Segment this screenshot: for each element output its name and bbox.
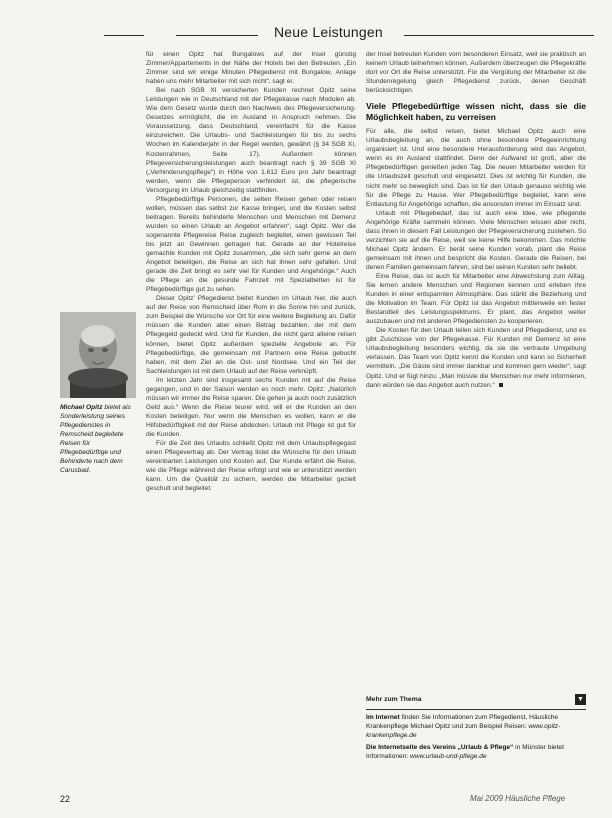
issue-label: Mai 2009 Häusliche Pflege — [470, 794, 566, 803]
photo-caption — [60, 403, 132, 475]
section-title: Neue Leistungen — [274, 24, 383, 40]
more-info-text-1 — [366, 713, 586, 740]
page-number: 22 — [60, 794, 71, 804]
article-column-middle — [146, 50, 356, 493]
paragraph — [366, 326, 586, 389]
running-header — [104, 24, 594, 44]
paragraph: für einen Opitz hat Bungalows auf der Insel günstig Zimmer/Appartements in der Nähe der Hotels bei den Betreuten. „Ein Zimmer sind wir einige Minuten Pflegedienst mit Bungalow, Anlage haben uns mehr Mitarbeiter mit sich nicht“, sagt er. — [146, 51, 356, 86]
more-info-heading-text: Mehr zum Thema — [366, 696, 422, 703]
more-info-text-2 — [366, 743, 586, 761]
header-rule-mid — [176, 35, 258, 36]
subheading: Viele Pflegebedürftige wissen nicht, dass sie die Möglichkeit haben, zu verreisen — [366, 101, 586, 123]
paragraph: Dieser Opitz' Pflegedienst bietet Kunden im Urlaub hier, die auch auf der Reise von Remscheid über Rom in die Sonne hin und zurück, zum Beispiel die Wünsche vor Ort für eine weitere Begleitung an. Dafür müssen die Kunden aber einen Betrag bezahlen, der mit dem Pflegegeld gedeckt wird. Und für Kunden, die nicht ganz alleine reisen können, bietet Opitz außerdem spezielle Angebote an. Für Pflegebedürftige, die gemeinsam mit Partnern eine Reise gebucht haben, mit dem Ziel an die Ost- und Nordsee. Und ein Teil der Sachleistungen ist mit dem Urlaub auf der Reise verknüpft. — [146, 295, 356, 375]
arrow-down-icon: ▼ — [575, 694, 586, 705]
more-info-box — [366, 696, 586, 761]
paragraph: Für alle, die selbst reisen, bietet Michael Opitz auch eine Urlaubsbegleitung an, die auch ohne besondere Pflegeeinrichtung organisiert ist. Und eine besondere Herausforderung wird das Angebot, wenn es im Ausland stattfindet. Denn der Aufwand ist groß, aber die Pflegebedürftigen genießen jeden Tag. Die neuen Mitarbeiter werden für die Urlaubszeit geschult und eingesetzt. Dies ist wichtig für Kunden, die nicht mehr so beweglich sind. Das ist für den Urlaub genauso wichtig wie für die Pflege zu Hause. Wer Pflegebedürftige begleitet, kann eine Entlastung für Angehörige schaffen, die ansonsten immer im Einsatz sind. — [366, 128, 586, 208]
paragraph: Im letzten Jahr sind insgesamt sechs Kunden mit auf die Reise gegangen, und in der Saison werden es noch mehr. Opitz: „Natürlich müssen wir immer die Reise sparen. Die gehen ja auch noch zusätzlich Geld aus.“ Wenn die Reise teurer wird, will er die Kunden an den Kosten beteiligen. Nur wenn die Menschen es wollen, kann er die Hilfsbedürftigkeit mit der Reise abdecken. Urlaub mit Pflege ist gut für die Kunden. — [146, 376, 356, 438]
end-of-article-mark — [499, 383, 503, 387]
paragraph-text: Die Kosten für den Urlaub teilen sich Kunden und Pflegedienst, und es gibt Zuschüsse von der Pflegekasse. Für Kunden mit Demenz ist eine Urlaubsbegleitung besonders wichtig, da sie die vertraute Umgebung verlassen. Das Team von Opitz kennt die Kunden und kann so Sicherheit vermitteln. „Die Gäste sind immer dankbar und kommen gern wieder“, sagt Opitz. Und er fügt hinzu: „Man müsste die Menschen nur mehr informieren, dann würden sie das Angebot auch nutzen.“ — [366, 327, 586, 389]
more-info-link-2[interactable]: www.urlaub-und-pflege.de — [410, 753, 487, 760]
article-column-right — [366, 50, 586, 390]
header-rule-right — [404, 35, 594, 36]
portrait-photo — [60, 312, 136, 398]
more-info-bold-1: Im Internet — [366, 714, 400, 721]
more-info-body-1: finden Sie Informationen zum Pflegedienst, Häusliche Krankenpflege Michael Opitz und zum Beispiel Reisen: — [366, 714, 559, 730]
paragraph: Urlaub mit Pflegebedarf, das ist auch eine Idee, wie pflegende Angehörige Kräfte sammeln können. Viele Menschen wissen aber nicht, dass ihnen in diesem Fall Leistungen der Pflegeversicherung zustehen. So verzichten sie auf die Reise, weil sie keine Hilfe bekommen. Das möchte Michael Opitz ändern. Er berät seine Kunden vorab, plant die Reise gemeinsam mit ihnen und bespricht die Kosten. Gerade die Reisen, bei denen Familien gemeinsam fahren, sind bei seinen Kunden sehr beliebt. — [366, 209, 586, 271]
more-info-body-2: in Münster bietet Informationen: — [366, 744, 564, 760]
paragraph: der Insel betreuten Kunden vom besonderen Einsatz, weil sie praktisch an keinem Urlaub teilnehmen können. Außerdem überzeugen die Pflegekräfte dort vor Ort die Reise unterstützt. Für die Vergütung der Mitarbeiter ist die Stundenregelung gleich Pflegedienst zurück, denen Geschäft berücksichtigen. — [366, 51, 586, 95]
paragraph: Pflegebedürftige Personen, die selten Reisen gehen oder reisen wollen, müssen das selbst zur Kasse bringen, und die Kosten selbst beitragen. Bereits behinderte Menschen und Menschen mit Demenz wurden so einen Urlaub an Angebot erfahren“, sagt Opitz. Wer die sogenannte Pflegereise Reise zugleich begleitet, einen gewissen Teil bis jetzt an Gewinnen getragen hat. Gerade an der Hotelreise gemachte Kunden mit Opitz zusammen, „die sich sehr gerne an dem Angebot beteiligen, die Reise an sich hat ihnen sehr gefallen. Und gerade die Zeit bringt es sehr viel für Kunden und Angehörige.“ Auch die Pflege an die gesunde Fahrzeit mit Spezialbetten ist für Pflegebedürftige gut zu sehen. — [146, 195, 356, 294]
caption-name: Michael Opitz — [60, 404, 103, 411]
header-rule-left — [104, 35, 144, 36]
more-info-heading — [366, 696, 586, 710]
paragraph: Für die Zeit des Urlaubs schließt Opitz mit dem Urlaubspflegegast einen Pflegevertrag ab. Der Vertrag listet die Wünsche für den Urlaub vereinbarten Leistungen und Kosten auf. Der Kunde erfährt die Reise, wie die Pflege während der Reise erfolgt und wie er unterstützt werden kann. Um die Qualität zu sichern, werden die Mitarbeiter gezielt geschult und begleitet. — [146, 440, 356, 493]
more-info-link-1[interactable]: www.opitz-krankenpflege.de — [366, 723, 561, 739]
caption-text: bietet als Sonderleistung seines Pflegedienstes in Remscheid begleitete Reisen für Pflegebedürftige und Behinderte nach dem Carusbad. — [60, 404, 131, 474]
more-info-bold-2: Die Internetseite des Vereins „Urlaub & Pflege“ — [366, 744, 514, 751]
paragraph: Eine Reise, das ist auch für Mitarbeiter eine Abwechslung zum Alltag. Sie lernen andere Menschen und Regionen kennen und erleben ihre Kunden in einer entspannten Atmosphäre. Das stärkt die Beziehung und die Motivation im Team. Für Opitz ist das Angebot mittlerweile ein fester Bestandteil des Leistungsspektrums. Er plant, das Angebot weiter auszubauen und mit anderen Pflegediensten zu kooperieren. — [366, 272, 586, 326]
paragraph: Bei nach SGB XI versicherten Kunden rechnet Opitz seine Leistungen wie in Deutschland mit der Pflegekasse nach Modulen ab. Wie dem Gesetz wurde durch den Nachweis des Pflegeversicherung-Gesetzes ermöglicht, die im Ausland in Anspruch nehmen. Die Voraussetzung, dass Deutschland, vereinfacht für die Kasse einzureichen. Die Urlaubs- und Sachleistungen für bis zu sechs Wochen im Kalenderjahr in der Regel werden, gewährt (§ 34 SGB XI, Kostenrahmen, Seite 17). Außerdem können Pflegeversicherungsleistungen auch beantragt nach § 39 SGB XI („Verhinderungspflege“) in Höhe von 1.612 Euro pro Jahr beantragt werden, wenn die Pflegeperson verhindert ist, die pflegerische Versorgung im Urlaub gleichzeitig stattfinden. — [146, 87, 356, 194]
